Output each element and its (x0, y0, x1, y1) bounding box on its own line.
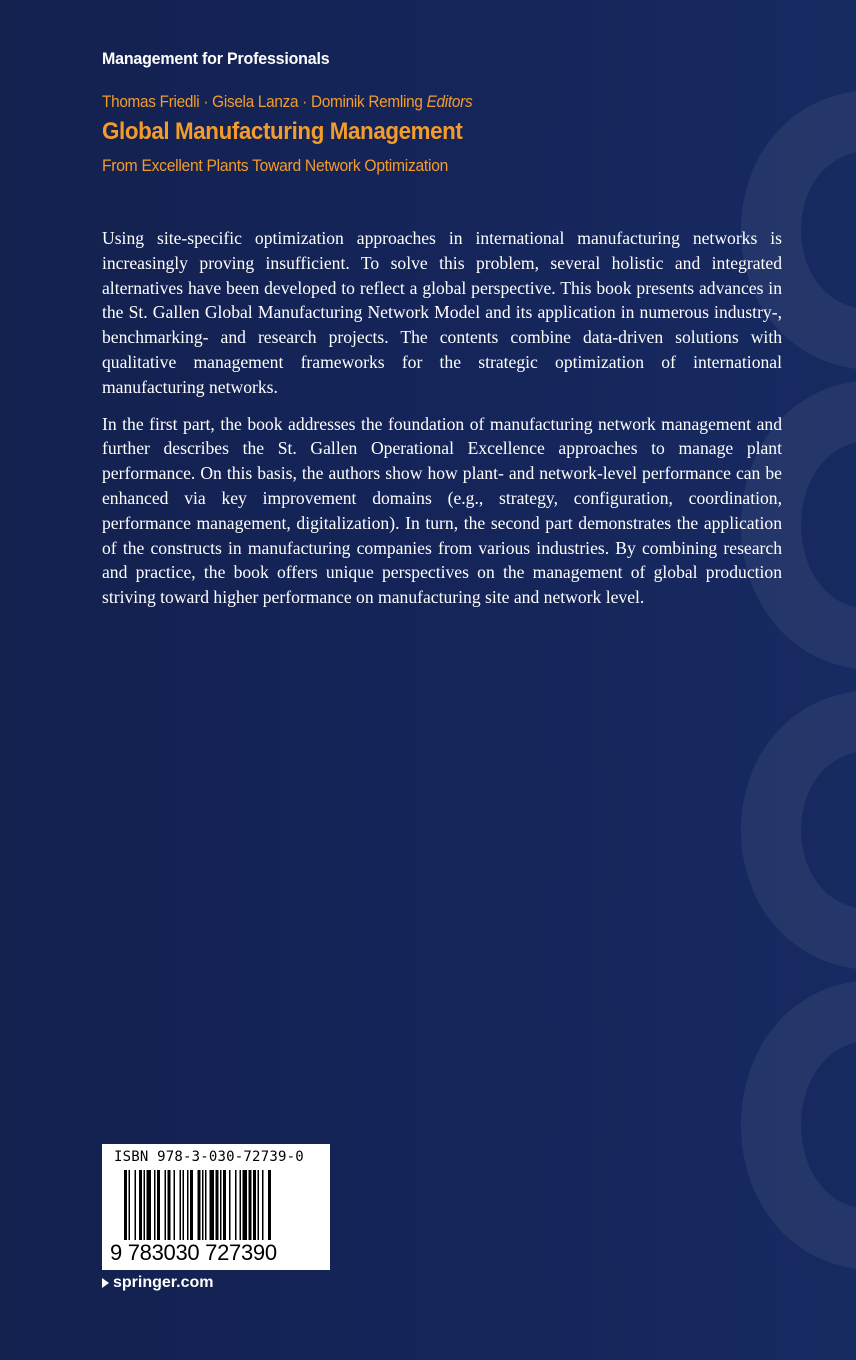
blurb-paragraph: In the first part, the book addresses the foundation of manufacturing network management and further describes the St. Gallen Operational Excellence approaches to manage plant performance. On this basis, the authors show how plant- and network-level performance can be enhanced via key improvement domains (e.g., strategy, configuration, coordination, performance management, digitalization). In turn, the second part demonstrates the application of the constructs in manufacturing companies from various industries. By combining research and practice, the book offers unique perspectives on the management of global production striving toward higher performance on manufacturing site and network level. (102, 413, 782, 608)
editors-line (102, 92, 472, 112)
barcode-icon (110, 1170, 322, 1244)
publisher-link[interactable] (102, 1274, 213, 1292)
publisher-url: springer.com (113, 1274, 214, 1291)
isbn-number: ISBN 978-3-030-72739-0 (114, 1149, 304, 1165)
arrow-right-icon (102, 1278, 109, 1288)
blurb-paragraph: Using site-specific optimization approaches in international manufacturing networks is increasingly proving insufficient. To solve this problem, several holistic and integrated alternatives have been developed to reflect a global perspective. This book presents advances in the St. Gallen Global Manufacturing Network Model and its application in numerous industry-, benchmarking- and research projects. The contents combine data-driven solutions with qualitative management frameworks for the strategic optimization of international manufacturing networks. (102, 228, 782, 397)
series-name: Management for Professionals (102, 49, 330, 68)
barcode-digits: 9 783030 727390 (110, 1240, 277, 1265)
back-cover-blurb (102, 226, 782, 622)
book-subtitle: From Excellent Plants Toward Network Optimization (102, 156, 449, 175)
book-title: Global Manufacturing Management (102, 118, 463, 145)
editor-names: Thomas Friedli · Gisela Lanza · Dominik Remling (102, 92, 423, 111)
editors-role: Editors (426, 92, 473, 111)
isbn-barcode-box (102, 1144, 330, 1270)
